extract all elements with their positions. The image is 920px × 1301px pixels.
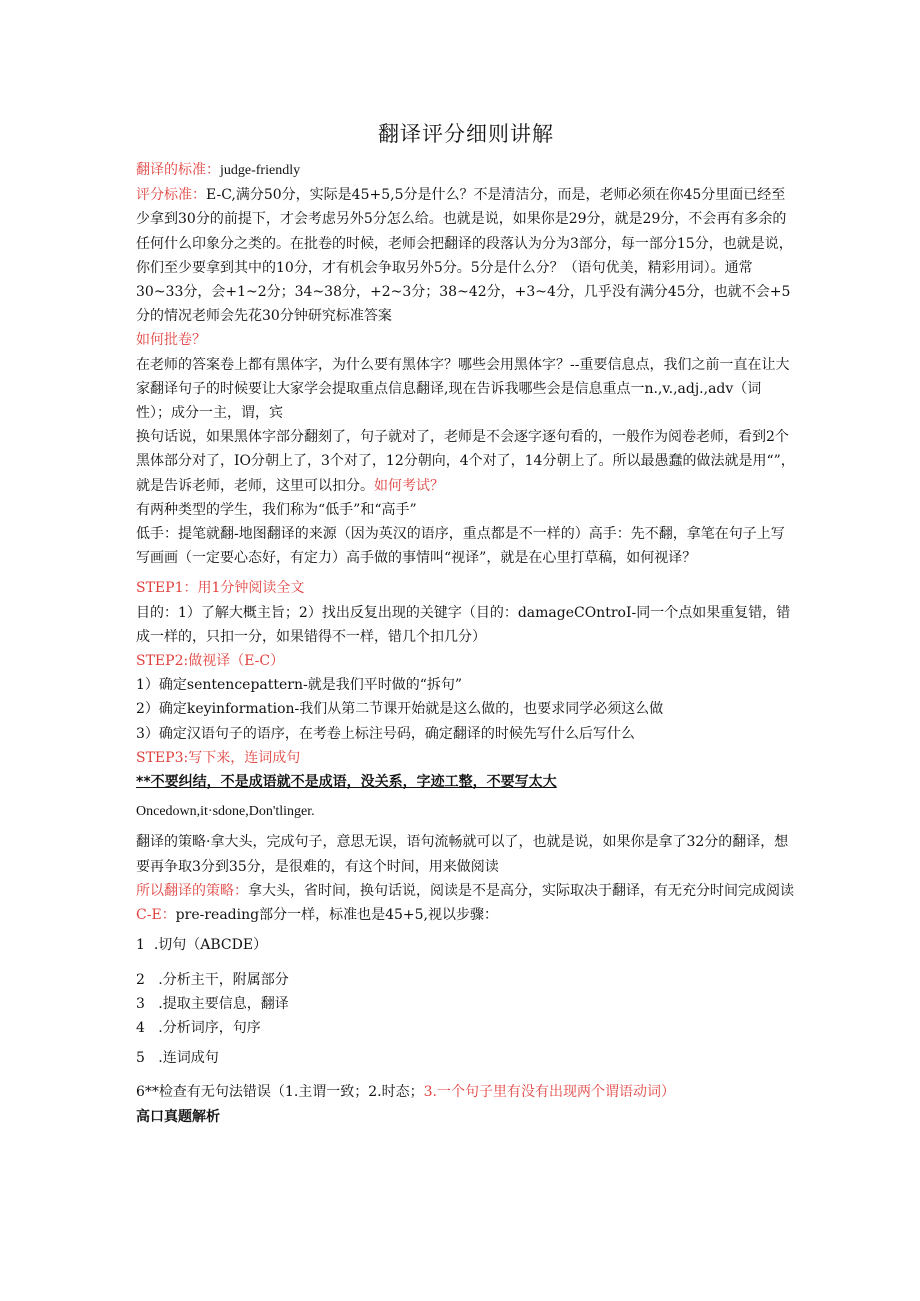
scoring-standard — [136, 183, 796, 328]
step-text: .切句（ABCDE） — [153, 937, 268, 954]
check-errors-text: 6**检查有无句法错误（1.主谓一致；2.时态； — [136, 1084, 424, 1101]
step-item-4 — [136, 1016, 796, 1040]
step-text: .分析主干，附属部分 — [158, 971, 289, 988]
ce-paragraph — [136, 903, 796, 927]
step-number: 5 — [136, 1050, 145, 1067]
page-title: 翻译评分细则讲解 — [378, 122, 554, 146]
step-number: 3 — [136, 995, 145, 1012]
step-number: 2 — [136, 971, 145, 988]
ce-text: pre-reading部分一样，标准也是45+5,视以步骤： — [175, 907, 498, 924]
step3-note: **不要纠结，不是成语就不是成语，没关系，字迹工整，不要写太大 — [136, 774, 557, 791]
grading-heading: 如何批卷？ — [136, 332, 206, 349]
step-item-1 — [136, 933, 796, 957]
strategy-paragraph: 翻译的策略·拿大头，完成句子，意思无误，语句流畅就可以了，也就是说，如果你是拿了32分的翻译，想要再争取3分到35分，是很难的，有这个时间，用来做阅读 — [136, 834, 789, 875]
scoring-standard-label: 评分标准： — [136, 187, 206, 204]
low-high-paragraph: 低手：提笔就翻-地图翻译的来源（因为英汉的语序，重点都是不一样的）高手：先不翻，拿笔在句子上写写画画（一定要心态好，有定力）高手做的事情叫“视译”，就是在心里打草稿，如何视译？ — [136, 526, 785, 567]
step-item-3 — [136, 992, 796, 1016]
so-strategy-label: 所以翻译的策略： — [136, 882, 248, 899]
so-strategy-paragraph — [136, 879, 796, 903]
in-other-words-paragraph — [136, 425, 796, 498]
step-item-2 — [136, 968, 796, 992]
ce-label: C-E： — [136, 907, 176, 924]
step-text: .连词成句 — [158, 1050, 219, 1067]
section-heading-exam: 高口真题解析 — [136, 1108, 220, 1125]
check-errors-line — [136, 1080, 796, 1104]
step2-heading: STEP2:做视译（E-C） — [136, 653, 285, 670]
step-text: .提取主要信息，翻译 — [158, 995, 289, 1012]
translation-standard-text: judge-friendly — [220, 163, 301, 178]
so-strategy-text: 拿大头，省时间，换句话说，阅读是不是高分，实际取决于翻译，有无充分时间完成阅读 — [248, 882, 794, 899]
scoring-standard-text: E-C,满分50分，实际是45+5,5分是什么？不是清洁分，而是，老师必须在你45分里面已经至少拿到30分的前提下，才会考虑另外5分怎么给。也就是说，如果你是29分，就是29分，不会再有多余的任何什么印象分之类的。在批卷的时候，老师会把翻译的段落认为分为3部分，每一部分15分，也就是说，你们至少要拿到其中的10分，才有机会争取另外5分。5分是什么分？（语句优美，精彩用词）。通常30~33分，会+1~2分；34~38分，+2~3分；38~42分，+3~4分，几乎没有满分45分，也就不会+5分的情况老师会先花30分钟研究标准答案 — [136, 187, 793, 325]
in-other-words-text: 换句话说，如果黑体字部分翻刻了，句子就对了，老师是不会逐字逐句看的，一般作为阅卷老师，看到2个黑体部分对了，IO分朝上了，3个对了，12分朝向，4个对了，14分朝上了。所以最愚蠢的做法就是用“”，就是告诉老师，老师，这里可以扣分。 — [136, 429, 795, 494]
bold-words-paragraph: 在老师的答案卷上都有黑体字，为什么要有黑体字？哪些会用黑体字？--重要信息点，我们之前一直在让大家翻译句子的时候要让大家学会提取重点信息翻译,现在告诉我哪些会是信息重点一n.,v.,adj.,adv（词性）；成分一主，谓，宾 — [136, 356, 790, 422]
step2-item-3: 3）确定汉语句子的语序，在考卷上标注号码，确定翻译的时候先写什么后写什么 — [136, 725, 635, 742]
document-page — [136, 118, 796, 1129]
step-text: .分析词序，句序 — [158, 1019, 261, 1036]
motto-line: Oncedown,it·sdone,Don'tlinger. — [136, 804, 315, 820]
translation-standard — [136, 158, 796, 183]
step-number: 1 — [136, 937, 145, 954]
two-types-paragraph: 有两种类型的学生，我们称为“低手”和“高手” — [136, 501, 417, 518]
step-number: 4 — [136, 1019, 145, 1036]
exam-heading: 如何考试？ — [374, 477, 444, 494]
step1-heading: STEP1：用1分钟阅读全文 — [136, 580, 305, 597]
step2-item-1: 1）确定sentencepattern-就是我们平时做的“拆句” — [136, 677, 463, 694]
step2-item-2: 2）确定keyinformation-我们从第二节课开始就是这么做的，也要求同学必须这么做 — [136, 701, 664, 718]
translation-standard-label: 翻译的标准： — [136, 162, 220, 178]
check-errors-red: 3.一个句子里有没有出现两个谓语动词） — [423, 1084, 675, 1101]
step-item-5 — [136, 1046, 796, 1070]
step3-heading: STEP3:写下来，连词成句 — [136, 749, 301, 766]
step1-purpose: 目的：1）了解大概主旨；2）找出反复出现的关键字（目的：damageCOntroI-同一个点如果重复错，错成一样的，只扣一分，如果错得不一样，错几个扣几分） — [136, 604, 791, 645]
